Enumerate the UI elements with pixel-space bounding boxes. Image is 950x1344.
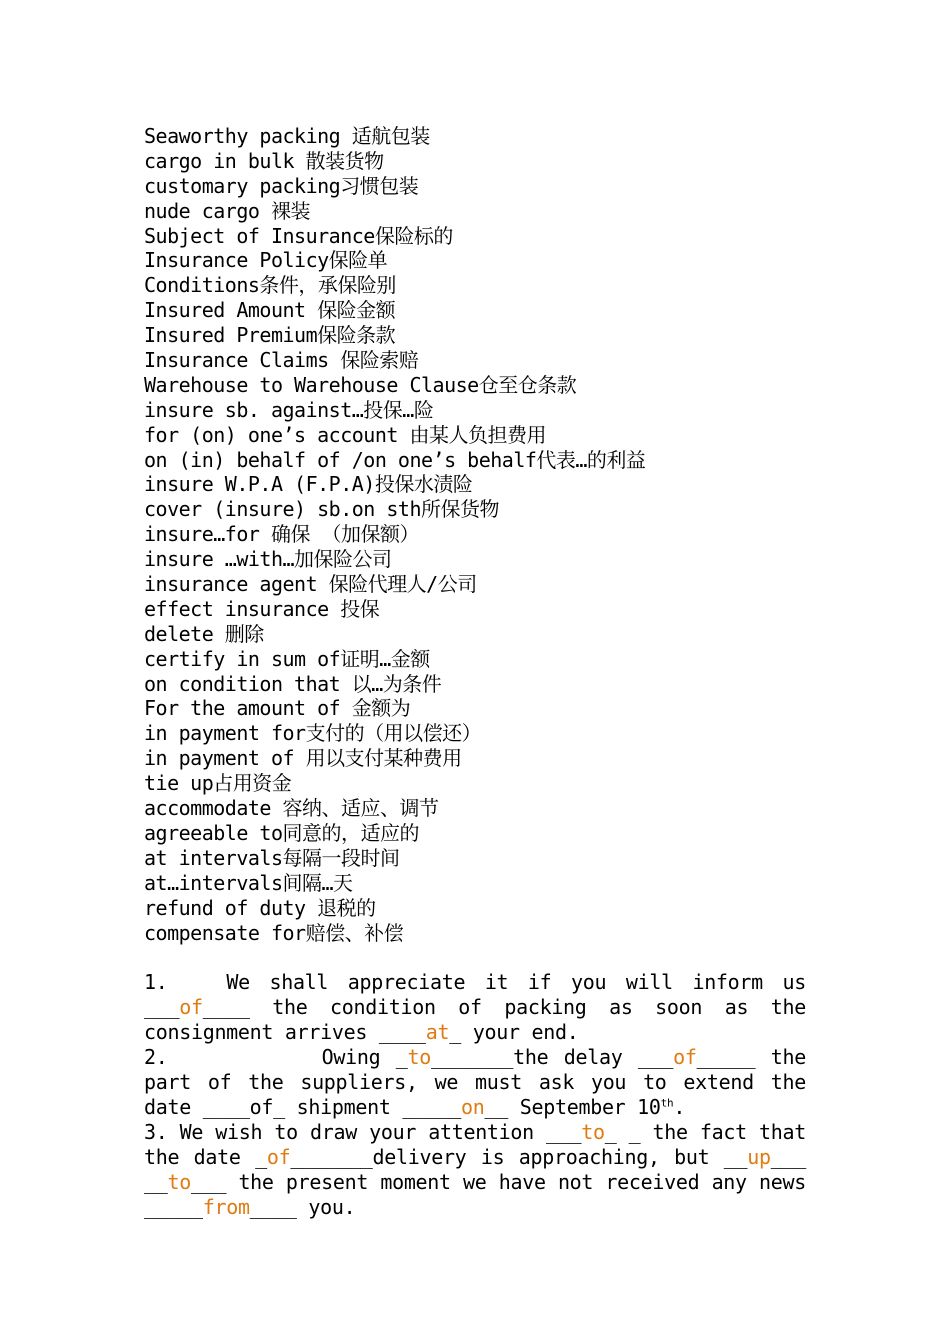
glossary-item: insure sb. against…投保…险	[144, 397, 434, 422]
exercise-text: your end.	[461, 1020, 579, 1045]
glossary-item: tie up占用资金	[144, 771, 292, 796]
exercise-number: 1.	[144, 970, 168, 995]
glossary-item: cover (insure) sb.on sth所保货物	[144, 497, 499, 522]
answer: of	[673, 1045, 697, 1070]
blank: _____from____	[144, 1194, 297, 1219]
glossary-item: refund of duty 退税的	[144, 895, 376, 920]
glossary-item: Insurance Policy保险单	[144, 248, 388, 273]
blank: _of_______	[255, 1144, 373, 1169]
glossary-item: Conditions条件，承保险别	[144, 273, 396, 298]
glossary-item: certify in sum of证明…金额	[144, 646, 430, 671]
exercise-text: the part of the suppliers, we must ask you to extend the date	[144, 1045, 806, 1119]
glossary-item: in payment for支付的（用以偿还）	[144, 721, 482, 746]
glossary-item: insure…for 确保 （加保额）	[144, 522, 419, 547]
exercise-text: .	[673, 1094, 686, 1119]
answer: from	[202, 1194, 250, 1219]
glossary-item: delete 删除	[144, 621, 264, 646]
glossary-item: at…intervals间隔…天	[144, 870, 353, 895]
glossary-item: customary packing习惯包装	[144, 173, 419, 198]
glossary-item: accommodate 容纳、适应、调节	[144, 796, 439, 821]
glossary-item: Seaworthy packing 适航包装	[144, 124, 430, 148]
glossary-item: Subject of Insurance保险标的	[144, 223, 453, 248]
exercise-3	[144, 1120, 806, 1220]
glossary-item: on (in) behalf of /on one’s behalf代表…的利益	[144, 447, 646, 472]
glossary-list	[144, 124, 806, 945]
exercise-text: the delay	[513, 1045, 638, 1070]
glossary-item: Insured Amount 保险金额	[144, 298, 396, 323]
blank: ___of____	[144, 995, 250, 1020]
glossary-item: insure W.P.A (F.P.A)投保水渍险	[144, 472, 473, 497]
exercise-text: _ the fact that the date	[144, 1119, 806, 1169]
glossary-item: insurance agent 保险代理人/公司	[144, 572, 477, 597]
blank: ____of_	[202, 1094, 285, 1119]
blank: __up___	[723, 1144, 806, 1169]
exercise-text: you.	[296, 1194, 356, 1219]
superscript: th	[660, 1096, 674, 1110]
glossary-item: For the amount of 金额为	[144, 696, 411, 721]
exercise-text: Owing	[321, 1045, 396, 1070]
exercise-text: delivery is approaching, but	[372, 1144, 724, 1169]
blank: ___of_____	[637, 1045, 756, 1070]
exercise-number: 2.	[144, 1045, 168, 1070]
answer: to	[407, 1045, 431, 1070]
answer: of	[266, 1144, 291, 1169]
glossary-item: for (on) one’s account 由某人负担费用	[144, 422, 546, 447]
spacer	[144, 945, 806, 970]
exercise-text: September 10	[508, 1094, 661, 1119]
blank: ____at_	[378, 1020, 462, 1045]
exercise-1	[144, 970, 806, 1045]
glossary-item: Warehouse to Warehouse Clause仓至仓条款	[144, 372, 577, 397]
exercise-text: shipment	[284, 1094, 403, 1119]
blank: ___to_	[546, 1119, 617, 1144]
answer: of	[179, 995, 203, 1020]
blank: _____on__	[402, 1094, 509, 1119]
glossary-item: compensate for赔偿、补偿	[144, 920, 404, 945]
blank: _to_______	[395, 1045, 514, 1070]
exercise-text: the condition of packing as soon as the consignment arrives	[144, 995, 806, 1045]
glossary-item: Insurance Claims 保险索赔	[144, 348, 419, 373]
answer: to	[167, 1169, 191, 1194]
answer: on	[461, 1094, 485, 1119]
glossary-item: Insured Premium保险条款	[144, 323, 396, 348]
glossary-item: cargo in bulk 散装货物	[144, 148, 384, 173]
glossary-item: agreeable to同意的，适应的	[144, 820, 419, 845]
answer: up	[747, 1144, 771, 1169]
answer: to	[581, 1119, 605, 1144]
document-body	[144, 124, 806, 1219]
glossary-item: in payment of 用以支付某种费用	[144, 746, 462, 771]
glossary-item: effect insurance 投保	[144, 596, 380, 621]
glossary-item: at intervals每隔一段时间	[144, 845, 400, 870]
answer: at	[425, 1020, 450, 1045]
glossary-item: on condition that 以…为条件	[144, 671, 442, 696]
exercise-number: 3.	[144, 1119, 168, 1144]
glossary-item: insure …with…加保险公司	[144, 547, 392, 572]
exercise-text: We shall appreciate it if you will inform us	[226, 970, 806, 995]
exercise-2	[144, 1045, 806, 1120]
glossary-item: nude cargo 裸装	[144, 198, 310, 223]
exercise-text: We wish to draw your attention	[179, 1119, 547, 1144]
exercise-text: the present moment we have not received any news	[226, 1169, 806, 1194]
blank: __to___	[144, 1169, 227, 1194]
